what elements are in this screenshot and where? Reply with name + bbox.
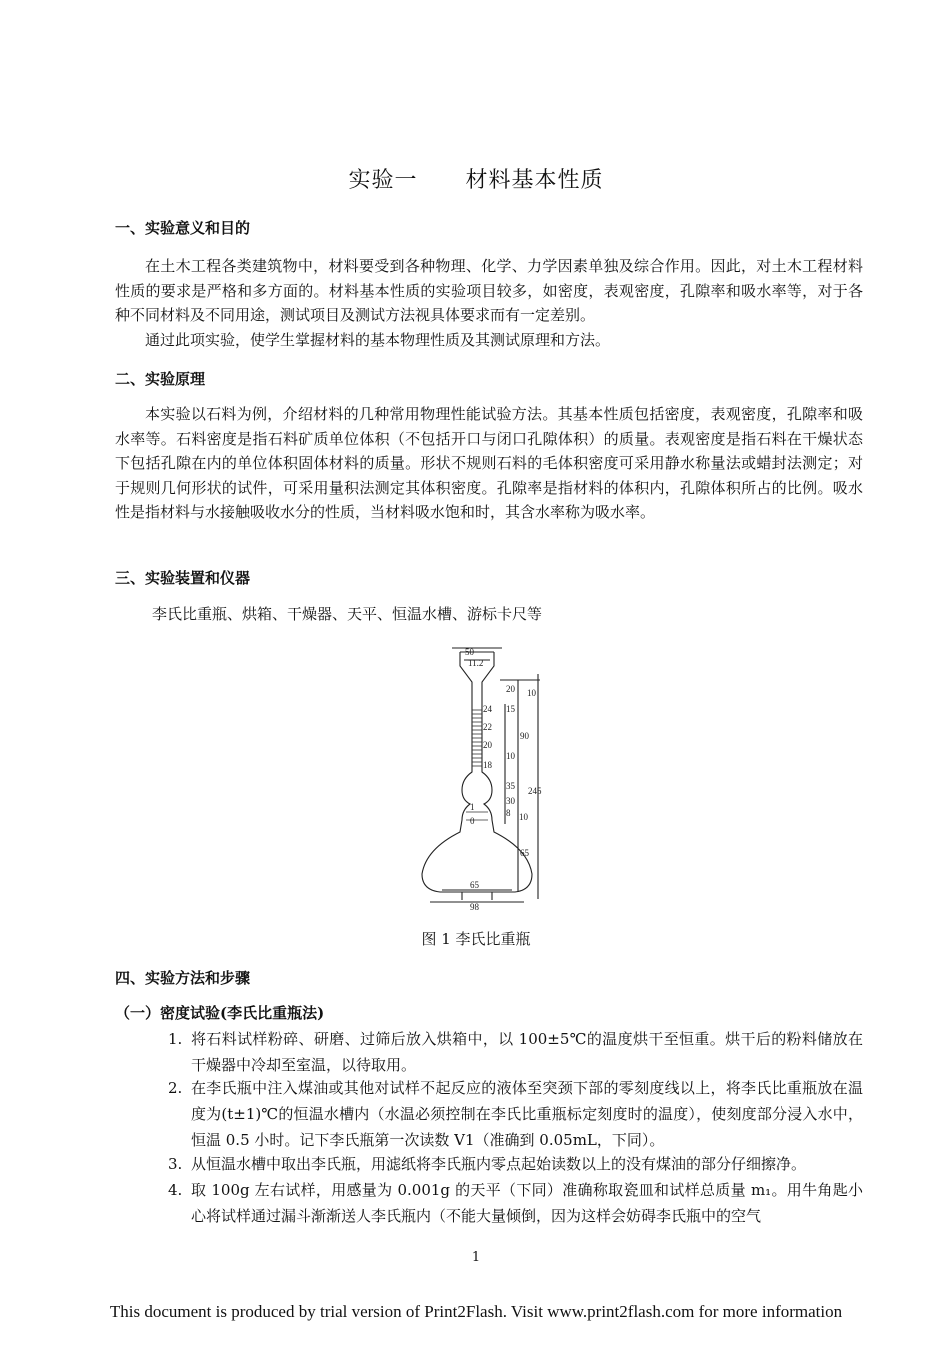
- section-2-heading: 二、实验原理: [115, 370, 206, 388]
- section-1-paragraph-2: 通过此项实验，使学生掌握材料的基本物理性质及其测试原理和方法。: [145, 330, 611, 349]
- dim-15: 15: [506, 704, 515, 714]
- equipment-list: 李氏比重瓶、烘箱、干燥器、天平、恒温水槽、游标卡尺等: [152, 605, 543, 623]
- dim-20: 20: [506, 684, 515, 694]
- dim-top-outer: 50: [465, 647, 474, 657]
- le-chatelier-flask-figure: [410, 644, 560, 914]
- step-3-number: 3.: [168, 1155, 183, 1173]
- scale-mark-24: 24: [483, 704, 492, 714]
- flask-outline-left: [422, 652, 532, 892]
- step-4-text: 取 100g 左右试样，用感量为 0.001g 的天平（下同）准确称取瓷皿和试样总质量 m₁。用牛角匙小心将试样通过漏斗渐渐送人李氏瓶内（不能大量倾倒，因为这样会妨碍李氏瓶中的空气: [191, 1181, 863, 1225]
- dim-10c: 10: [519, 812, 528, 822]
- page-number: 1: [471, 1250, 481, 1265]
- dim-base-inner: 65: [470, 880, 479, 890]
- dim-35: 35: [506, 781, 515, 791]
- scale-mark-1: 1: [470, 802, 475, 812]
- step-3-text: 从恒温水槽中取出李氏瓶，用滤纸将李氏瓶内零点起始读数以上的没有煤油的部分仔细擦净。: [191, 1155, 807, 1173]
- scale-mark-20: 20: [483, 740, 492, 750]
- section-1-paragraph-1: 在土木工程各类建筑物中，材料要受到各种物理、化学、力学因素单独及综合作用。因此，对土木工程材料性质的要求是严格和多方面的。材料基本性质的实验项目较多，如密度，表观密度，孔隙率和吸水率等，对于各种不同材料及不同用途，测试项目及测试方法视具体要求而有一定差别。: [115, 257, 863, 324]
- figure-caption: 图 1 李氏比重瓶: [421, 930, 531, 948]
- section-3-heading: 三、实验装置和仪器: [115, 569, 251, 587]
- step-3: [168, 1151, 863, 1177]
- step-2-number: 2.: [168, 1079, 183, 1097]
- dim-base-outer: 98: [470, 902, 479, 912]
- dim-90: 90: [520, 731, 529, 741]
- step-2: [168, 1075, 863, 1153]
- dim-8: 8: [506, 808, 511, 818]
- step-4-number: 4.: [168, 1181, 183, 1199]
- dim-65-right: 65: [520, 848, 529, 858]
- section-1-body: [115, 254, 863, 352]
- subsection-density-test: （一）密度试验(李氏比重瓶法): [115, 1004, 325, 1022]
- section-2-paragraph-1: 本实验以石料为例，介绍材料的几种常用物理性能试验方法。其基本性质包括密度，表观密度，孔隙率和吸水率等。石料密度是指石料矿质单位体积（不包括开口与闭口孔隙体积）的质量。表观密度是指石料在干燥状态下包括孔隙在内的单位体积固体材料的质量。形状不规则石料的毛体积密度可采用静水称量法或蜡封法测定；对于规则几何形状的试件，可采用量积法测定其体积密度。孔隙率是指材料的体积内，孔隙体积所占的比例。吸水性是指材料与水接触吸收水分的性质，当材料吸水饱和时，其含水率称为吸水率。: [115, 405, 863, 521]
- step-1-number: 1.: [168, 1030, 183, 1048]
- dim-245: 245: [528, 786, 542, 796]
- scale-mark-18: 18: [483, 760, 492, 770]
- step-1-text: 将石料试样粉碎、研磨、过筛后放入烘箱中，以 100±5℃的温度烘干至恒重。烘干后的粉料储放在干燥器中冷却至室温，以待取用。: [191, 1030, 863, 1074]
- step-2-text: 在李氏瓶中注入煤油或其他对试样不起反应的液体至突颈下部的零刻度线以上，将李氏比重瓶放在温度为(t±1)℃的恒温水槽内（水温必须控制在李氏比重瓶标定刻度时的温度），使刻度部分浸入水中，恒温 0.5 小时。记下李氏瓶第一次读数 V1（准确到 0.05mL，下同）。: [191, 1079, 863, 1149]
- page-title: 实验一 材料基本性质: [348, 168, 604, 193]
- step-4: [168, 1177, 863, 1229]
- dim-30: 30: [506, 796, 515, 806]
- step-1: [168, 1026, 863, 1078]
- dim-top-inner: 11.2: [468, 658, 484, 668]
- dim-10b: 10: [506, 751, 515, 761]
- dim-10a: 10: [527, 688, 536, 698]
- section-1-heading: 一、实验意义和目的: [115, 219, 251, 237]
- scale-mark-22: 22: [483, 722, 492, 732]
- scale-mark-0: 0: [470, 816, 475, 826]
- section-4-heading: 四、实验方法和步骤: [115, 969, 251, 987]
- trial-watermark-footer: This document is produced by trial version of Print2Flash. Visit www.print2flash.com for more information: [109, 1302, 843, 1321]
- section-2-body: [115, 402, 863, 525]
